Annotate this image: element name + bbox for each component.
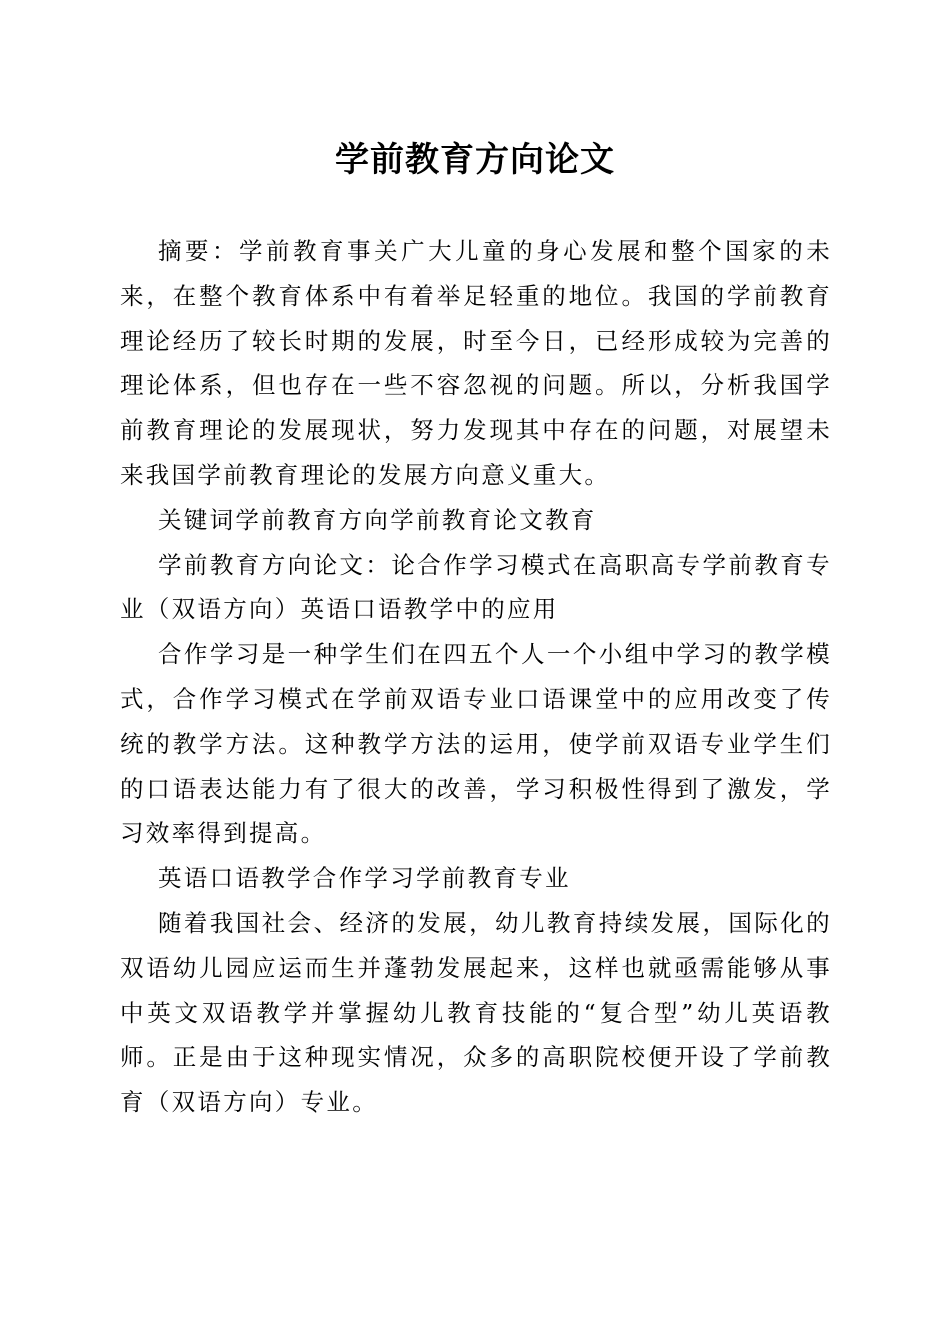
document-title: 学前教育方向论文 — [335, 140, 615, 180]
keywords-paragraph: 关键词学前教育方向学前教育论文教育 — [158, 505, 597, 534]
summary-paragraph: 合作学习是一种学生们在四五个人一个小组中学习的教学模式，合作学习模式在学前双语专业口语课堂中的应用改变了传统的教学方法。这种教学方法的运用，使学前双语专业学生们的口语表达能力有了很大的改善，学习积极性得到了激发，学习效率得到提高。 — [120, 640, 832, 848]
document-body — [120, 229, 832, 1125]
article-heading-paragraph: 学前教育方向论文：论合作学习模式在高职高专学前教育专业（双语方向）英语口语教学中的应用 — [120, 550, 832, 624]
abstract-paragraph: 摘要：学前教育事关广大儿童的身心发展和整个国家的未来，在整个教育体系中有着举足轻重的地位。我国的学前教育理论经历了较长时期的发展，时至今日，已经形成较为完善的理论体系，但也存在一些不容忽视的问题。所以，分析我国学前教育理论的发展现状，努力发现其中存在的问题，对展望未来我国学前教育理论的发展方向意义重大。 — [120, 237, 832, 489]
body-paragraph: 随着我国社会、经济的发展，幼儿教育持续发展，国际化的双语幼儿园应运而生并蓬勃发展起来，这样也就亟需能够从事中英文双语教学并掌握幼儿教育技能的“复合型”幼儿英语教师。正是由于这种现实情况，众多的高职院校便开设了学前教育（双语方向）专业。 — [120, 908, 832, 1117]
article-keywords-paragraph: 英语口语教学合作学习学前教育专业 — [158, 864, 571, 893]
